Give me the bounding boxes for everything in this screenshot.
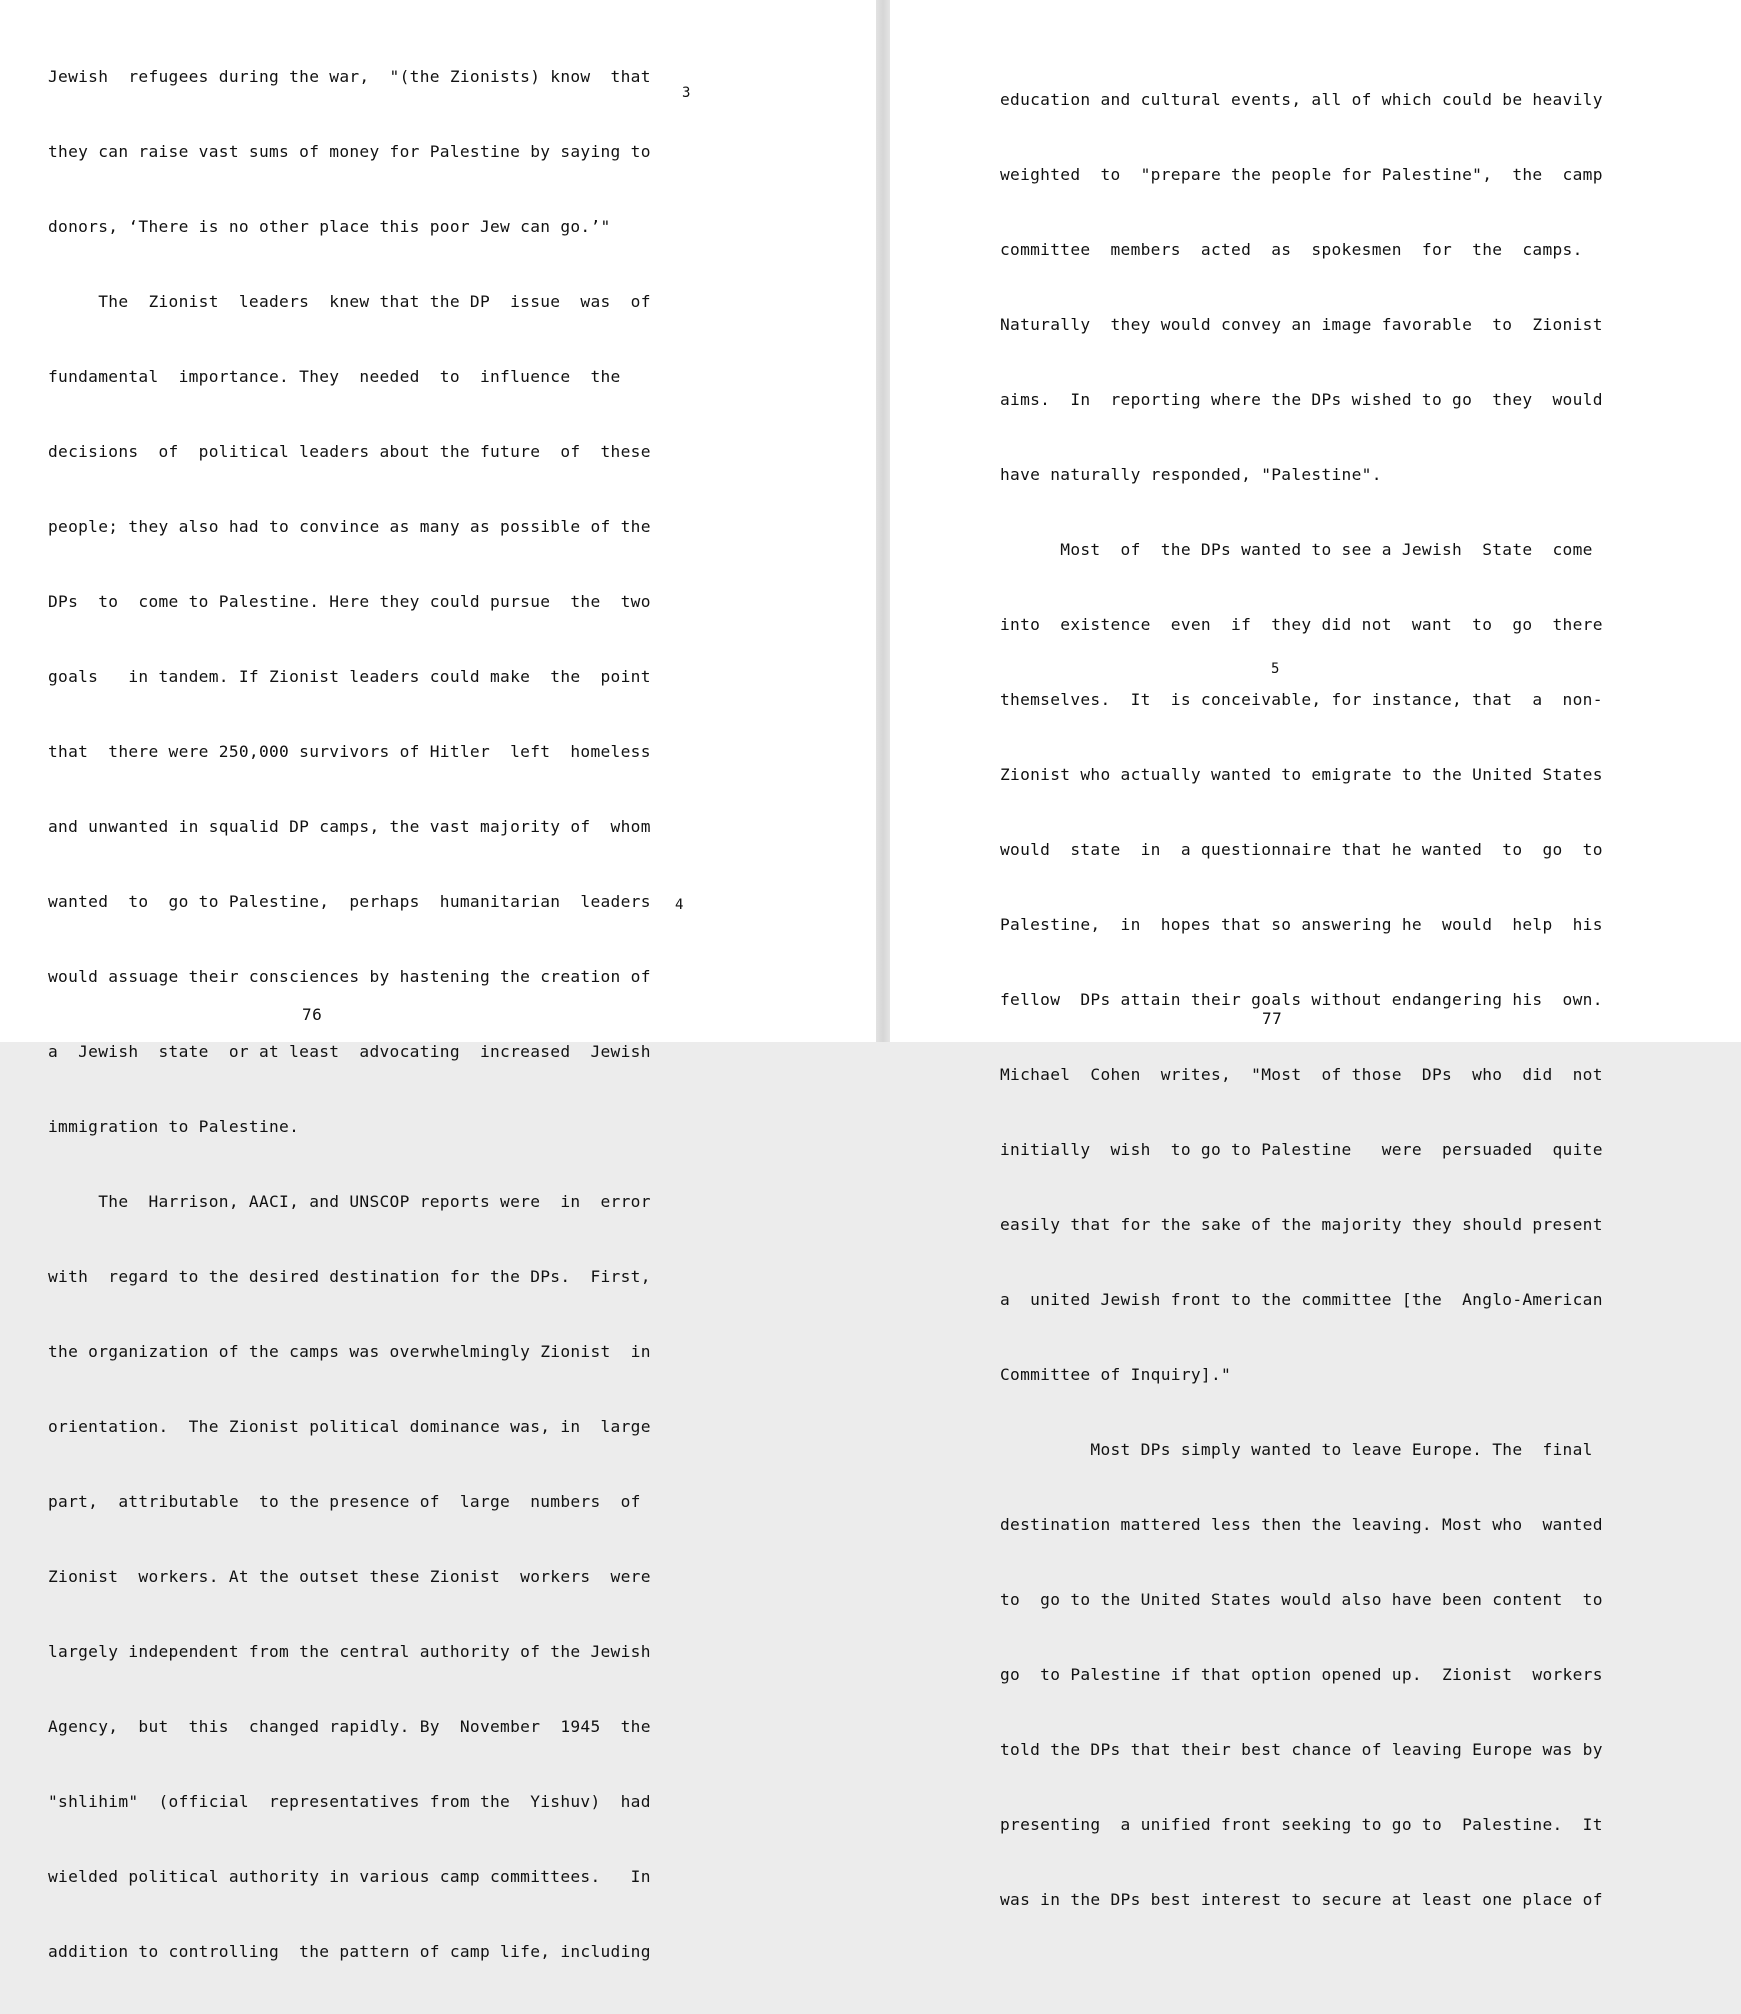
text-line: "shlihim" (official representatives from the Yishuv) had (48, 1792, 651, 1811)
text-line: immigration to Palestine. (48, 1117, 300, 1136)
text-line: presenting a unified front seeking to go to Palestine. It (1000, 1815, 1603, 1834)
text-line: a Jewish state or at least advocating increased Jewish (48, 1042, 651, 1061)
footnote-marker-4: 4 (675, 897, 684, 913)
page-number: 76 (302, 1005, 323, 1024)
text-line: was in the DPs best interest to secure at least one place of (1000, 1890, 1603, 1909)
text-line: to go to the United States would also have been content to (1000, 1590, 1603, 1609)
text-line: Michael Cohen writes, "Most of those DPs who did not (1000, 1065, 1603, 1084)
text-line: DPs to come to Palestine. Here they could pursue the two (48, 592, 651, 611)
text-line: wanted to go to Palestine, perhaps humanitarian leaders (48, 892, 651, 911)
text-line: and unwanted in squalid DP camps, the vast majority of whom (48, 817, 651, 836)
left-page-text (48, 26, 738, 2014)
text-line: go to Palestine if that option opened up. Zionist workers (1000, 1665, 1603, 1684)
text-line: orientation. The Zionist political dominance was, in large (48, 1417, 651, 1436)
text-line: told the DPs that their best chance of leaving Europe was by (1000, 1740, 1603, 1759)
text-line: Naturally they would convey an image favorable to Zionist (1000, 315, 1603, 334)
page-gutter (876, 0, 890, 1042)
page-number: 77 (1262, 1009, 1283, 1028)
text-line: addition to controlling the pattern of camp life, including (48, 1942, 651, 1961)
text-line: would assuage their consciences by hastening the creation of (48, 967, 651, 986)
text-line: initially wish to go to Palestine were persuaded quite (1000, 1140, 1603, 1159)
text-line: fundamental importance. They needed to influence the (48, 367, 621, 386)
text-line: destination mattered less then the leaving. Most who wanted (1000, 1515, 1603, 1534)
right-page-text (1000, 49, 1690, 1962)
text-line: Most DPs simply wanted to leave Europe. The final (1000, 1440, 1593, 1459)
text-line: donors, ‘There is no other place this poor Jew can go.’" (48, 217, 611, 236)
text-line: they can raise vast sums of money for Palestine by saying to (48, 142, 651, 161)
text-line: with regard to the desired destination for the DPs. First, (48, 1267, 651, 1286)
text-line: education and cultural events, all of which could be heavily (1000, 90, 1603, 109)
text-line: committee members acted as spokesmen for the camps. (1000, 240, 1583, 259)
text-line: Agency, but this changed rapidly. By November 1945 the (48, 1717, 651, 1736)
text-line: people; they also had to convince as many as possible of the (48, 517, 651, 536)
text-line: Palestine, in hopes that so answering he would help his (1000, 915, 1603, 934)
text-line: have naturally responded, "Palestine". (1000, 465, 1382, 484)
footnote-marker-3: 3 (682, 85, 691, 101)
text-line: a united Jewish front to the committee [the Anglo-American (1000, 1290, 1603, 1309)
text-line: goals in tandem. If Zionist leaders could make the point (48, 667, 651, 686)
text-line: largely independent from the central authority of the Jewish (48, 1642, 651, 1661)
text-line: wielded political authority in various camp committees. In (48, 1867, 651, 1886)
text-line: into existence even if they did not want to go there (1000, 615, 1603, 634)
text-line: Most of the DPs wanted to see a Jewish State come (1000, 540, 1593, 559)
text-line: easily that for the sake of the majority they should present (1000, 1215, 1603, 1234)
text-line: weighted to "prepare the people for Palestine", the camp (1000, 165, 1603, 184)
text-line: Committee of Inquiry]." (1000, 1365, 1232, 1384)
text-line: fellow DPs attain their goals without endangering his own. (1000, 990, 1603, 1009)
text-line: themselves. It is conceivable, for instance, that a non- (1000, 690, 1603, 709)
text-line: that there were 250,000 survivors of Hitler left homeless (48, 742, 651, 761)
text-line: would state in a questionnaire that he wanted to go to (1000, 840, 1603, 859)
footnote-marker-5: 5 (1271, 661, 1280, 677)
left-page (0, 0, 876, 1961)
text-line: decisions of political leaders about the future of these (48, 442, 651, 461)
text-line: The Harrison, AACI, and UNSCOP reports were in error (48, 1192, 651, 1211)
text-line: aims. In reporting where the DPs wished to go they would (1000, 390, 1603, 409)
text-line: the organization of the camps was overwhelmingly Zionist in (48, 1342, 651, 1361)
text-line: The Zionist leaders knew that the DP issue was of (48, 292, 651, 311)
text-line: Zionist who actually wanted to emigrate to the United States (1000, 765, 1603, 784)
text-line: Jewish refugees during the war, "(the Zionists) know that (48, 67, 651, 86)
text-line: Zionist workers. At the outset these Zionist workers were (48, 1567, 651, 1586)
right-page (890, 0, 1741, 1909)
text-line: part, attributable to the presence of large numbers of (48, 1492, 641, 1511)
